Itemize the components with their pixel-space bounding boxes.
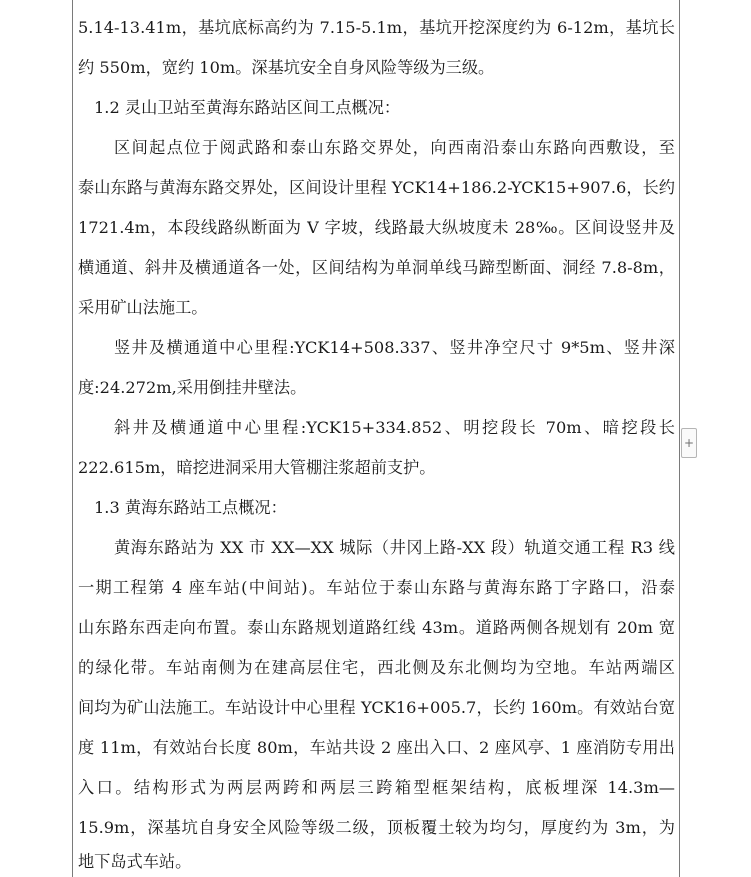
- text-line: 竖井及横通道中心里程:YCK14+508.337、竖井净空尺寸 9*5m、竖井深: [114, 338, 675, 357]
- text-line: 222.615m，暗挖进洞采用大管棚注浆超前支护。: [78, 458, 436, 477]
- text-line: 度 11m，有效站台长度 80m，车站共设 2 座出入口、2 座风亭、1 座消防专用出: [78, 738, 675, 757]
- text-line: 间均为矿山法施工。车站设计中心里程 YCK16+005.7，长约 160m。有效站台宽: [78, 698, 675, 717]
- text-line: 横通道、斜井及横通道各一处，区间结构为单洞单线马蹄型断面、洞经 7.8-8m，: [78, 258, 675, 277]
- text-line: 采用矿山法施工。: [78, 298, 208, 317]
- text-line: 区间起点位于阅武路和泰山东路交界处，向西南沿泰山东路向西敷设，至: [114, 138, 675, 157]
- text-line: 5.14-13.41m，基坑底标高约为 7.15-5.1m，基坑开挖深度约为 6-12m，基坑长: [78, 18, 675, 37]
- text-line: 1721.4m，本段线路纵断面为 V 字坡，线路最大纵坡度未 28‰。区间设竖井及: [78, 218, 675, 237]
- text-line: 斜井及横通道中心里程:YCK15+334.852、明挖段长 70m、暗挖段长: [114, 418, 675, 437]
- plus-icon[interactable]: +: [681, 428, 697, 458]
- text-line: 15.9m，深基坑自身安全风险等级二级，顶板覆土较为均匀，厚度约为 3m，为: [78, 818, 675, 837]
- section-heading-1-2: 1.2 灵山卫站至黄海东路站区间工点概况：: [94, 98, 401, 117]
- text-line: 泰山东路与黄海东路交界处，区间设计里程 YCK14+186.2-YCK15+907.6，长约: [78, 178, 675, 197]
- text-line: 入口。结构形式为两层两跨和两层三跨箱型框架结构，底板埋深 14.3m—: [78, 778, 675, 797]
- text-line: 山东路东西走向布置。泰山东路规划道路红线 43m。道路两侧各规划有 20m 宽: [78, 618, 675, 637]
- text-line: 度:24.272m,采用倒挂井壁法。: [78, 378, 307, 397]
- text-line: 的绿化带。车站南侧为在建高层住宅，西北侧及东北侧均为空地。车站两端区: [78, 658, 675, 677]
- text-line: 黄海东路站为 XX 市 XX—XX 城际（井冈上路-XX 段）轨道交通工程 R3 线: [114, 538, 675, 557]
- section-heading-1-3: 1.3 黄海东路站工点概况：: [94, 498, 287, 517]
- text-line: 一期工程第 4 座车站(中间站)。车站位于泰山东路与黄海东路丁字路口，沿泰: [78, 578, 675, 597]
- text-line: 约 550m，宽约 10m。深基坑安全自身风险等级为三级。: [78, 58, 495, 77]
- text-line: 地下岛式车站。: [78, 852, 192, 871]
